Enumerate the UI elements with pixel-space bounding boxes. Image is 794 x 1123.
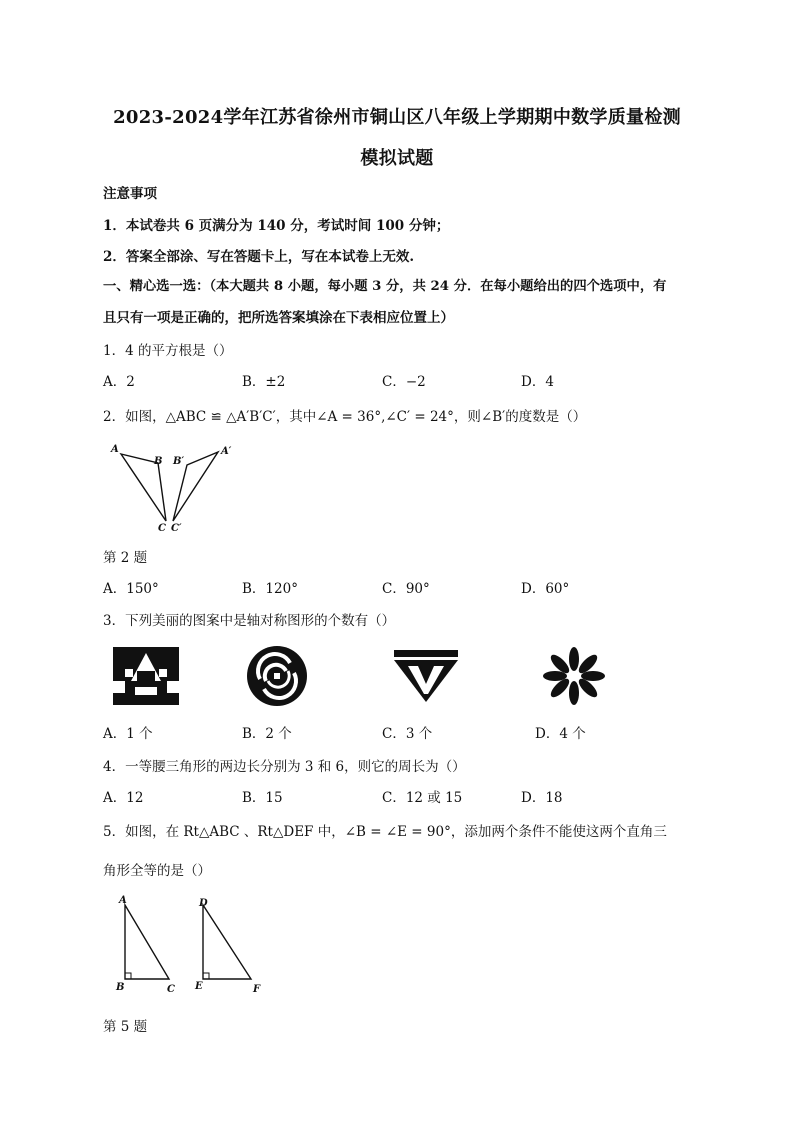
label-c: C (167, 984, 175, 995)
notes-item-2: 2．答案全部涂、写在答题卡上，写在本试卷上无效. (103, 249, 415, 265)
pattern-3-figure (394, 650, 458, 702)
question-4-option-a[interactable]: A．12 (103, 790, 144, 806)
question-3-option-d[interactable]: D．4 个 (535, 726, 586, 742)
question-5-figure-caption: 第 5 题 (103, 1019, 148, 1035)
question-4-stem: 4．一等腰三角形的两边长分别为 3 和 6，则它的周长为（） (103, 759, 466, 775)
page-title: 2023-2024学年江苏省徐州市铜山区八年级上学期期中数学质量检测 (113, 107, 681, 128)
label-a: A (119, 895, 127, 906)
notes-heading: 注意事项 (103, 186, 157, 202)
label-b: B (116, 982, 125, 993)
question-3-option-b[interactable]: B．2 个 (242, 726, 292, 742)
page-subtitle: 模拟试题 (360, 148, 434, 169)
question-3-stem: 3．下列美丽的图案中是轴对称图形的个数有（） (103, 613, 396, 629)
label-d: D (199, 898, 208, 909)
label-e: E (195, 981, 203, 992)
question-4-option-c[interactable]: C．12 或 15 (382, 790, 463, 806)
label-c-prime: C′ (171, 523, 182, 534)
question-2-option-a[interactable]: A．150° (103, 581, 159, 597)
label-b: B (154, 456, 163, 467)
question-2-option-c[interactable]: C．90° (382, 581, 430, 597)
section-1-heading: 一、精心选一选：（本大题共 8 小题，每小题 3 分，共 24 分．在每小题给出的四个选项中，有 (103, 279, 667, 294)
question-2-figure-caption: 第 2 题 (103, 550, 148, 566)
label-a-prime: A′ (221, 446, 232, 457)
label-b-prime: B′ (173, 456, 185, 467)
question-2-stem: 2．如图，△ABC ≌ △A′B′C′，其中∠A = 36°,∠C′ = 24°，则∠B′的度数是（） (103, 409, 587, 425)
question-2-option-b[interactable]: B．120° (242, 581, 298, 597)
triangle-def-right (203, 905, 251, 979)
question-1-option-a[interactable]: A．2 (103, 374, 135, 390)
question-4-option-b[interactable]: B．15 (242, 790, 283, 806)
label-f: F (253, 984, 261, 995)
question-1-option-d[interactable]: D．4 (521, 374, 554, 390)
triangle-abc-right (125, 905, 169, 979)
question-2-figure (103, 440, 243, 535)
question-3-option-a[interactable]: A．1 个 (103, 726, 153, 742)
question-5-figure (103, 893, 273, 998)
pattern-1-figure (113, 647, 179, 705)
question-2-option-d[interactable]: D．60° (521, 581, 570, 597)
question-1-option-c[interactable]: C．−2 (382, 374, 426, 390)
section-1-heading-cont: 且只有一项是正确的，把所选答案填涂在下表相应位置上） (103, 310, 454, 326)
pattern-4-figure (543, 647, 605, 705)
question-4-option-d[interactable]: D．18 (521, 790, 563, 806)
question-5-stem: 5．如图，在 Rt△ABC 、Rt△DEF 中，∠B = ∠E = 90°，添加两个条件不能使这两个直角三 (103, 824, 667, 840)
question-1-stem: 1．4 的平方根是（） (103, 343, 233, 359)
question-1-option-b[interactable]: B．±2 (242, 374, 286, 390)
question-5-stem-cont: 角形全等的是（） (103, 863, 211, 879)
label-a: A (111, 444, 119, 455)
label-c: C (158, 523, 166, 534)
pattern-2-figure (246, 645, 308, 707)
notes-item-1: 1．本试卷共 6 页满分为 140 分，考试时间 100 分钟； (103, 218, 450, 234)
question-3-option-c[interactable]: C．3 个 (382, 726, 433, 742)
